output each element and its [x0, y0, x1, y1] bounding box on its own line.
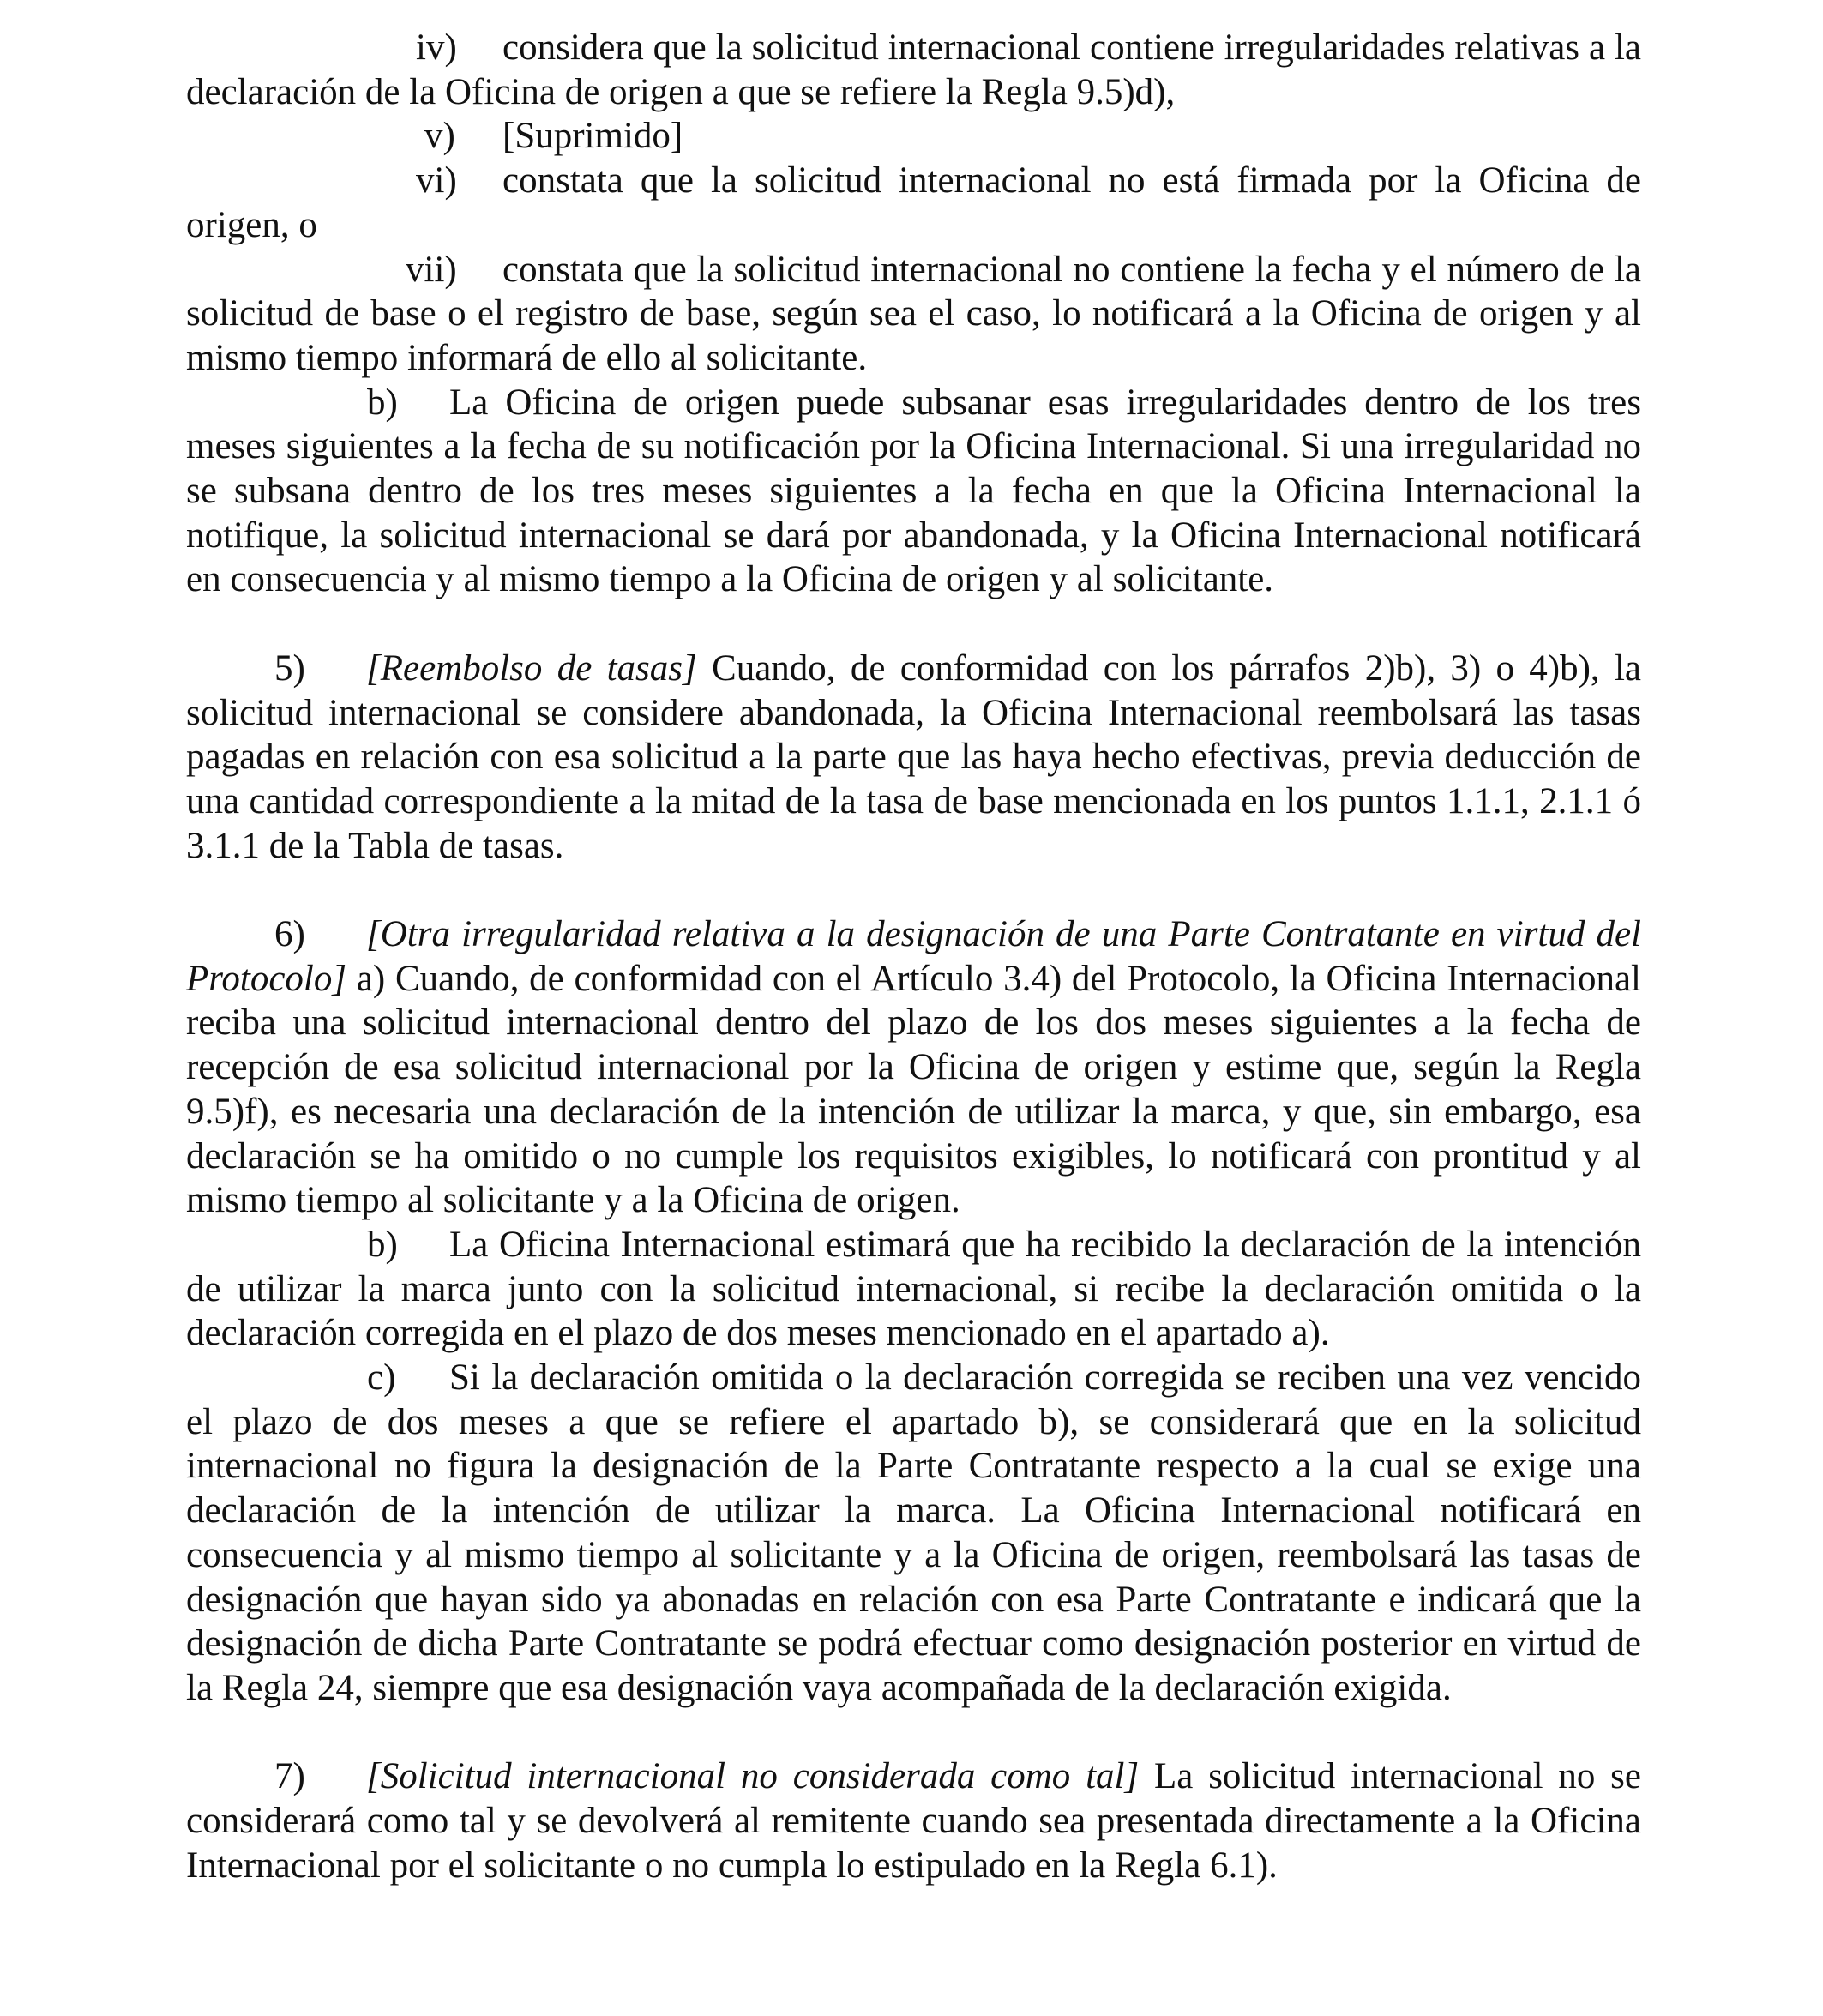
item-vii [186, 248, 1641, 381]
item-v [186, 114, 1641, 159]
paragraph-number: 6) [274, 914, 305, 955]
paragraph-heading: [Solicitud internacional no considerada como tal] [366, 1756, 1140, 1797]
document-body [186, 26, 1641, 1887]
item-text: [Suprimido] [502, 116, 683, 157]
paragraph-heading: [Otra irregularidad relativa a la designación de una Parte Contratante en virtud del Protocolo] [186, 914, 1641, 999]
subparagraph-text: Si la declaración omitida o la declaración corregida se reciben una vez vencido el plazo de dos meses a que se refiere el apartado b), se considerará que en la solicitud internacional no figura la designación de la Parte Contratante respecto a la cual se exige una declaración de la intención de utilizar la marca. La Oficina Internacional notificará en consecuencia y al mismo tiempo al solicitante y a la Oficina de origen, reembolsará las tasas de designación que hayan sido ya abonadas en relación con esa Parte Contratante e indicará que la designación de dicha Parte Contratante se podrá efectuar como designación posterior en virtud de la Regla 24, siempre que esa designación vaya acompañada de la declaración exigida. [186, 1357, 1641, 1708]
item-text: constata que la solicitud internacional no está firmada por la Oficina de origen, o [186, 160, 1641, 245]
item-number: iv) [416, 27, 457, 68]
paragraph-text: Cuando, de conformidad con los párrafos 2)b), 3) o 4)b), la solicitud internacional se considere abandonada, la Oficina Internacional reembolsará las tasas pagadas en relación con esa solicitud a la parte que las haya hecho efectivas, previa deducción de una cantidad correspondiente a la mitad de la tasa de base mencionada en los puntos 1.1.1, 2.1.1 ó 3.1.1 de la Tabla de tasas. [186, 647, 1642, 866]
subparagraph-text: La Oficina de origen puede subsanar esas irregularidades dentro de los tres meses siguientes a la fecha de su notificación por la Oficina Internacional. Si una irregularidad no se subsana dentro de los tres meses siguientes a la fecha en que la Oficina Internacional la notifique, la solicitud internacional se dará por abandonada, y la Oficina Internacional notificará en consecuencia y al mismo tiempo a la Oficina de origen y al solicitante. [186, 382, 1641, 600]
paragraph-4b [186, 381, 1641, 603]
subparagraph-text: La Oficina Internacional estimará que ha recibido la declaración de la intención de utilizar la marca junto con la solicitud internacional, si recibe la declaración omitida o la declaración corregida en el plazo de dos meses mencionado en el apartado a). [186, 1224, 1641, 1354]
item-text: constata que la solicitud internacional no contiene la fecha y el número de la solicitud de base o el registro de base, según sea el caso, lo notificará a la Oficina de origen y al mismo tiempo informará de ello al solicitante. [186, 249, 1641, 378]
subparagraph-number: b) [367, 382, 398, 423]
item-vi [186, 159, 1641, 247]
item-number: v) [424, 116, 455, 157]
paragraph-number: 5) [274, 647, 305, 689]
paragraph-6c [186, 1356, 1641, 1711]
paragraph-6b [186, 1223, 1641, 1356]
paragraph-heading: [Reembolso de tasas] [366, 647, 697, 689]
subparagraph-number: b) [367, 1224, 398, 1265]
subparagraph-number: c) [367, 1357, 396, 1399]
item-number: vi) [416, 160, 457, 202]
paragraph-5 [186, 647, 1641, 869]
item-text: considera que la solicitud internacional contiene irregularidades relativas a la declaración de la Oficina de origen a que se refiere la Regla 9.5)d), [186, 27, 1641, 112]
paragraph-7 [186, 1754, 1641, 1887]
paragraph-6 [186, 912, 1641, 1223]
paragraph-text: a) Cuando, de conformidad con el Artículo 3.4) del Protocolo, la Oficina Internacional reciba una solicitud internacional dentro del plazo de los dos meses siguientes a la fecha de recepción de esa solicitud internacional por la Oficina de origen y estime que, según la Regla 9.5)f), es necesaria una declaración de la intención de utilizar la marca, y que, sin embargo, esa declaración se ha omitido o no cumple los requisitos exigibles, lo notificará con prontitud y al mismo tiempo al solicitante y a la Oficina de origen. [186, 958, 1641, 1221]
paragraph-number: 7) [274, 1756, 305, 1797]
item-number: vii) [406, 249, 457, 290]
paragraph-text: La solicitud internacional no se considerará como tal y se devolverá al remitente cuando sea presentada directamente a la Oficina Internacional por el solicitante o no cumpla lo estipulado en la Regla 6.1). [186, 1756, 1641, 1886]
item-iv [186, 26, 1641, 114]
